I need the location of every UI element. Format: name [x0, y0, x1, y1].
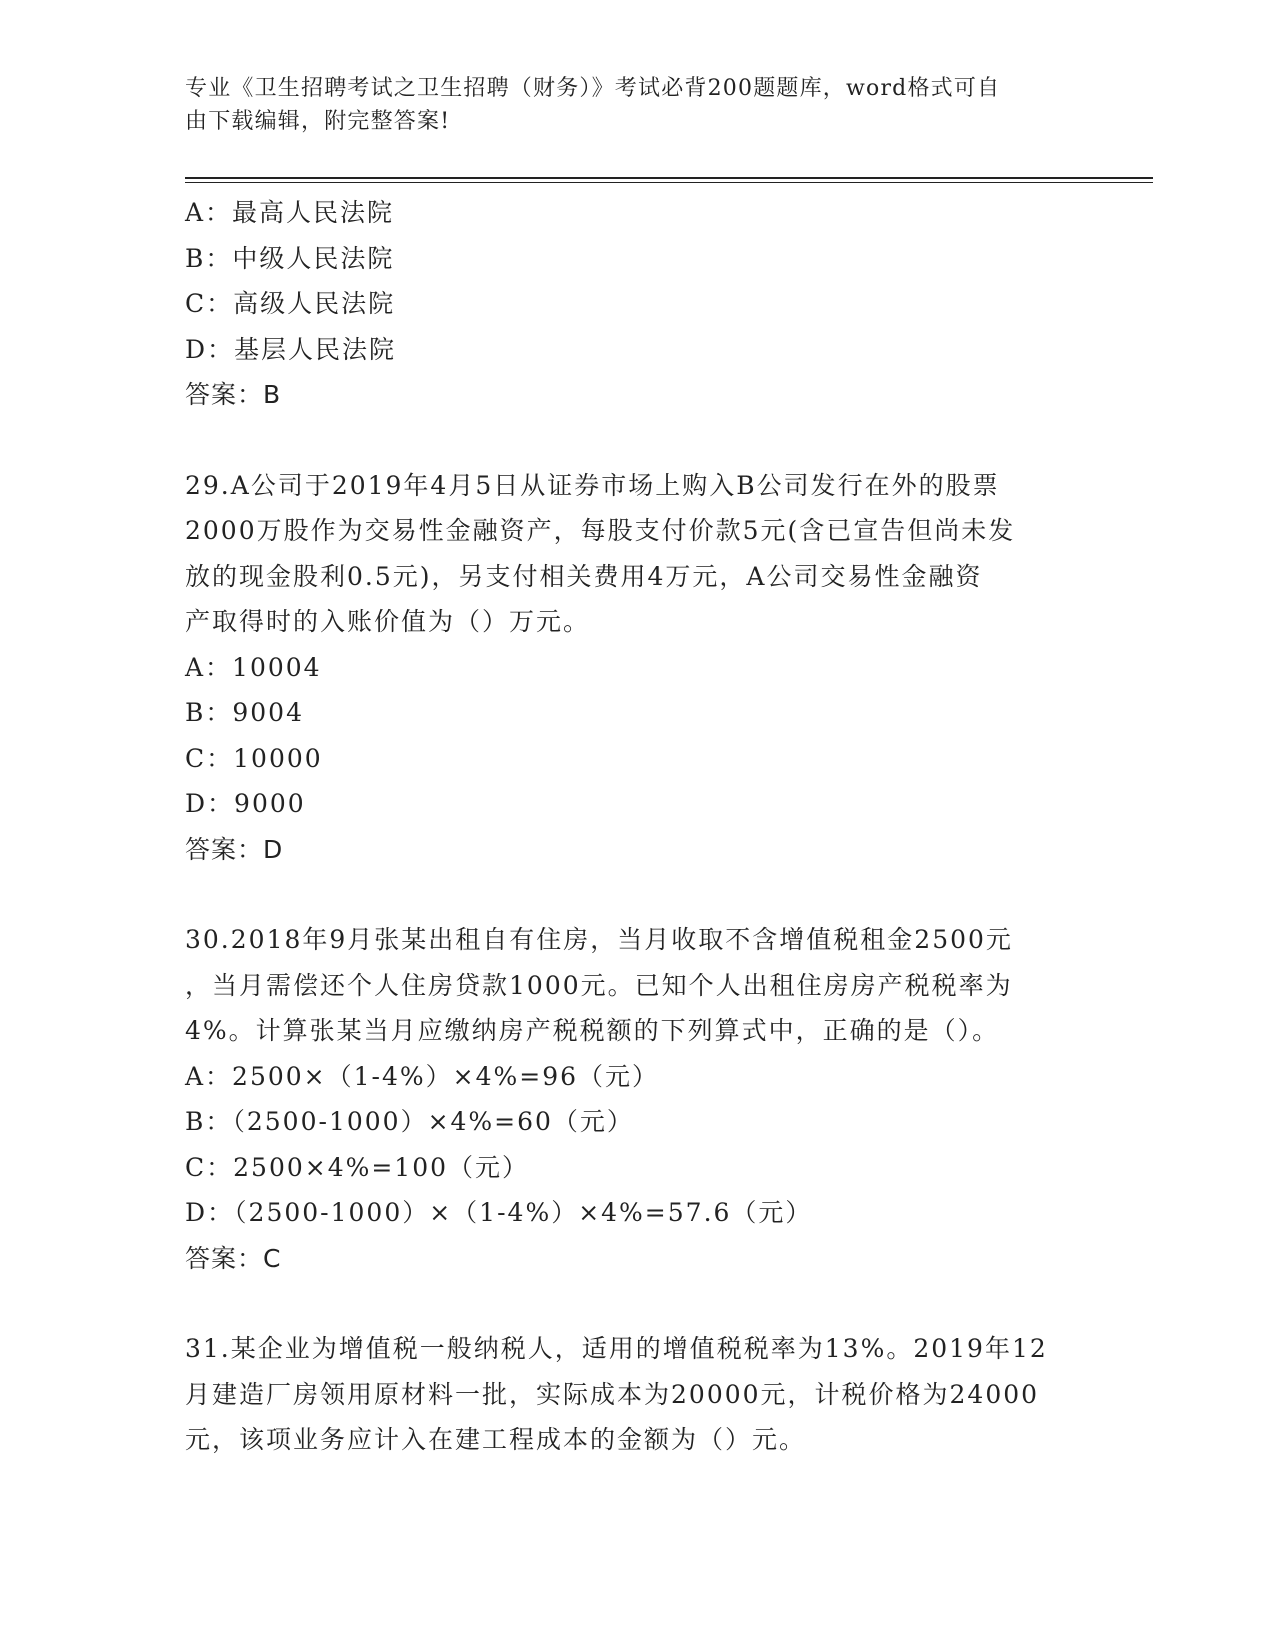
- option-c: C：2500×4%=100（元）: [185, 1152, 530, 1182]
- answer: 答案：D: [185, 834, 284, 864]
- spacer: [185, 872, 1085, 917]
- question-29: [185, 463, 1085, 873]
- question-stem-line: 31.某企业为增值税一般纳税人，适用的增值税税率为13%。2019年12: [185, 1334, 1048, 1363]
- option-d: D：（2500-1000）×（1-4%）×4%=57.6（元）: [185, 1198, 813, 1227]
- option-a: A：2500×（1-4%）×4%=96（元）: [185, 1061, 660, 1091]
- option-b: B：9004: [185, 698, 304, 727]
- header-line-2: 由下载编辑，附完整答案!: [185, 109, 451, 134]
- question-stem-line: 元，该项业务应计入在建工程成本的金额为（）元。: [185, 1425, 807, 1454]
- answer: 答案：C: [185, 1243, 282, 1273]
- option-c: C：10000: [185, 743, 323, 773]
- question-stem-line: 29.A公司于2019年4月5日从证券市场上购入B公司发行在外的股票: [185, 470, 1000, 500]
- spacer: [185, 418, 1085, 463]
- option-b: B：（2500-1000）×4%=60（元）: [185, 1107, 634, 1136]
- option-c: C：高级人民法院: [185, 289, 396, 318]
- spacer: [185, 1281, 1085, 1326]
- header-divider-thick: [185, 177, 1153, 179]
- question-stem-line: 4%。计算张某当月应缴纳房产税税额的下列算式中，正确的是（）。: [185, 1016, 1000, 1045]
- question-stem-line: 30.2018年9月张某出租自有住房，当月收取不含增值税租金2500元: [185, 925, 1013, 954]
- answer: 答案：B: [185, 380, 282, 409]
- question-stem-line: 放的现金股利0.5元)，另支付相关费用4万元，A公司交易性金融资: [185, 561, 983, 591]
- option-b: B：中级人民法院: [185, 243, 395, 273]
- option-d: D：基层人民法院: [185, 334, 397, 364]
- question-stem-line: 2000万股作为交易性金融资产，每股支付价款5元(含已宣告但尚未发: [185, 516, 1016, 545]
- question-31: [185, 1326, 1085, 1463]
- question-28: [185, 190, 1085, 418]
- question-30: [185, 917, 1085, 1281]
- option-d: D：9000: [185, 789, 306, 818]
- question-stem-line: ，当月需偿还个人住房贷款1000元。已知个人出租住房房产税税率为: [185, 970, 1013, 1000]
- option-a: A：最高人民法院: [185, 198, 395, 227]
- option-a: A：10004: [185, 652, 322, 682]
- header-line-1: 专业《卫生招聘考试之卫生招聘（财务）》考试必背200题题库，word格式可自: [185, 76, 1001, 101]
- question-stem-line: 产取得时的入账价值为（）万元。: [185, 607, 591, 636]
- question-stem-line: 月建造厂房领用原材料一批，实际成本为20000元，计税价格为24000: [185, 1379, 1040, 1409]
- document-body: [185, 190, 1085, 1463]
- header-divider-thin: [185, 182, 1153, 183]
- document-header: [185, 72, 1085, 138]
